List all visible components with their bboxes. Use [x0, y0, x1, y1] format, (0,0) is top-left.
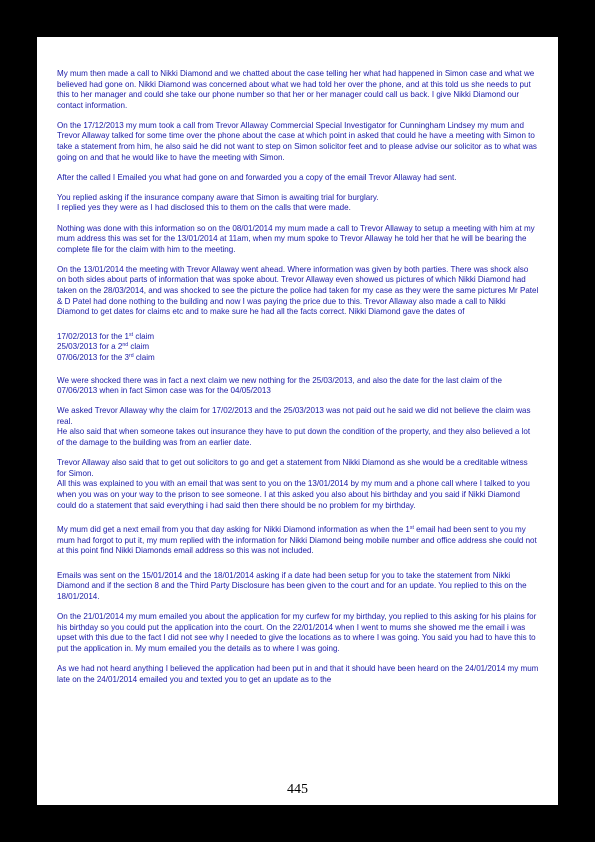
- paragraph-call-nikki: My mum then made a call to Nikki Diamond and we chatted about the case telling her what had happened in Simon case and what we believed had gone on. Nikki Diamond was concerned about what we had told her over the phone, and at this told us she needs to put this to her manager and could she take our phone number so that her or her manager could call us back. I give Nikki Diamond our contact information.: [57, 69, 535, 110]
- paragraph-next-email: My mum did get a next email from you that day asking for Nikki Diamond information as when the 1st email had been sent to you my mum had forgot to put it, my mum replied with the information for Nikki Diamond being mobile number and office address she could not at this point find Nikki Diamonds email address so this was not included.: [57, 524, 537, 556]
- letter-body: [57, 69, 539, 695]
- claim-line: 25/03/2013 for a 2nd claim: [57, 342, 150, 352]
- page-number: 445: [287, 782, 308, 797]
- paragraph-insurance-aware: You replied asking if the insurance company aware that Simon is awaiting trial for burglary. I replied yes they were as I had disclosed this to them on the calls that were made.: [57, 192, 379, 213]
- paragraph-trevor-call: On the 17/12/2013 my mum took a call from Trevor Allaway Commercial Special Investigator for Cunningham Lindsey my mum and Trevor Allaway talked for some time over the phone about the case at which point in asked that could he have a meeting with Simon to take a statement from him, he also said he did not want to step on Simon solicitor feet and to please advise our solicitor as to what was going on and that he would like to have the meeting with Simon.: [57, 120, 537, 162]
- paragraph-shocked: We were shocked there was in fact a next claim we new nothing for the 25/03/2013, and also the date for the last claim of the 07/06/2013 when in fact Simon case was for the 04/05/2013: [57, 375, 502, 396]
- paragraph-statement: Trevor Allaway also said that to get out solicitors to go and get a statement from Nikki Diamond as she would be a creditable witness for Simon. All this was explained to you with an email that was sent to you on the 13/01/2014 by my mum and a phone call where I talked to you when you was on your way to the prison to see someone. I at this asked you also about his birthday and you said if Nikki Diamond could do a statement that said everything i had said then there should be no problem for my birthday.: [57, 458, 530, 510]
- claims-list: [57, 332, 539, 364]
- claim-line: 07/06/2013 for the 3rd claim: [57, 352, 155, 362]
- paragraph-application: As we had not heard anything I believed the application had been put in and that it should have been heard on the 24/01/2014 my mum late on the 24/01/2014 emailed you and texted you to get an update as to the: [57, 664, 539, 684]
- paragraph-setup-meeting: Nothing was done with this information so on the 08/01/2014 my mum made a call to Trevor Allaway to setup a meeting with him at my mum address this was set for the 13/01/2014 at 11am, when my mum spoke to Trevor Allaway he told her that he will be bearing the complete file for the claim with him to the meeting.: [57, 223, 535, 254]
- paragraph-asked-trevor: We asked Trevor Allaway why the claim for 17/02/2013 and the 25/03/2013 was not paid out he said we did not believe the claim was real. He also said that when someone takes out insurance they have to put down the condition of the property, and they also believed a lot of the damage to the building was from an earlier date.: [57, 406, 531, 448]
- paragraph-curfew: On the 21/01/2014 my mum emailed you about the application for my curfew for my birthday, you replied to this asking for his plains for his birthday so you could put the application into the court. On the 22/01/2014 when I went to mums she showed me the email i was upset with this due to the fact I did not see why I needed to give the locations as to where I was going. You said you had to have this to put the application in. My mum emailed you the details as to where I was going.: [57, 612, 537, 653]
- paragraph-emailed: After the called I Emailed you what had gone on and forwarded you a copy of the email Trevor Allaway had sent.: [57, 172, 457, 182]
- claim-line: 17/02/2013 for the 1st claim: [57, 331, 155, 341]
- paragraph-meeting: On the 13/01/2014 the meeting with Trevor Allaway went ahead. Where information was given by both parties. There was shock also on both sides about parts of information that was spoke about. Trevor Allaway even showed us pictures of which Nikki Diamond had taken on the 28/03/2014, and was shocked to see the picture the police had taken for my case as they were the same pictures Mr Patel & D Patel had done nothing to the building and now I was paying the price due to this. Trevor Allaway also made a call to Nikki Diamond to get dates for claims etc and to make sure he had all the facts correct. Nikki Diamond gave the dates of: [57, 264, 539, 317]
- document-page: [37, 37, 558, 805]
- paragraph-emails-sent: Emails was sent on the 15/01/2014 and the 18/01/2014 asking if a date had been setup for you to take the statement from Nikki Diamond and if the section 8 and the Third Party Disclosure has been given to the court and for an update. You replied to this on the 18/01/2014.: [57, 570, 527, 602]
